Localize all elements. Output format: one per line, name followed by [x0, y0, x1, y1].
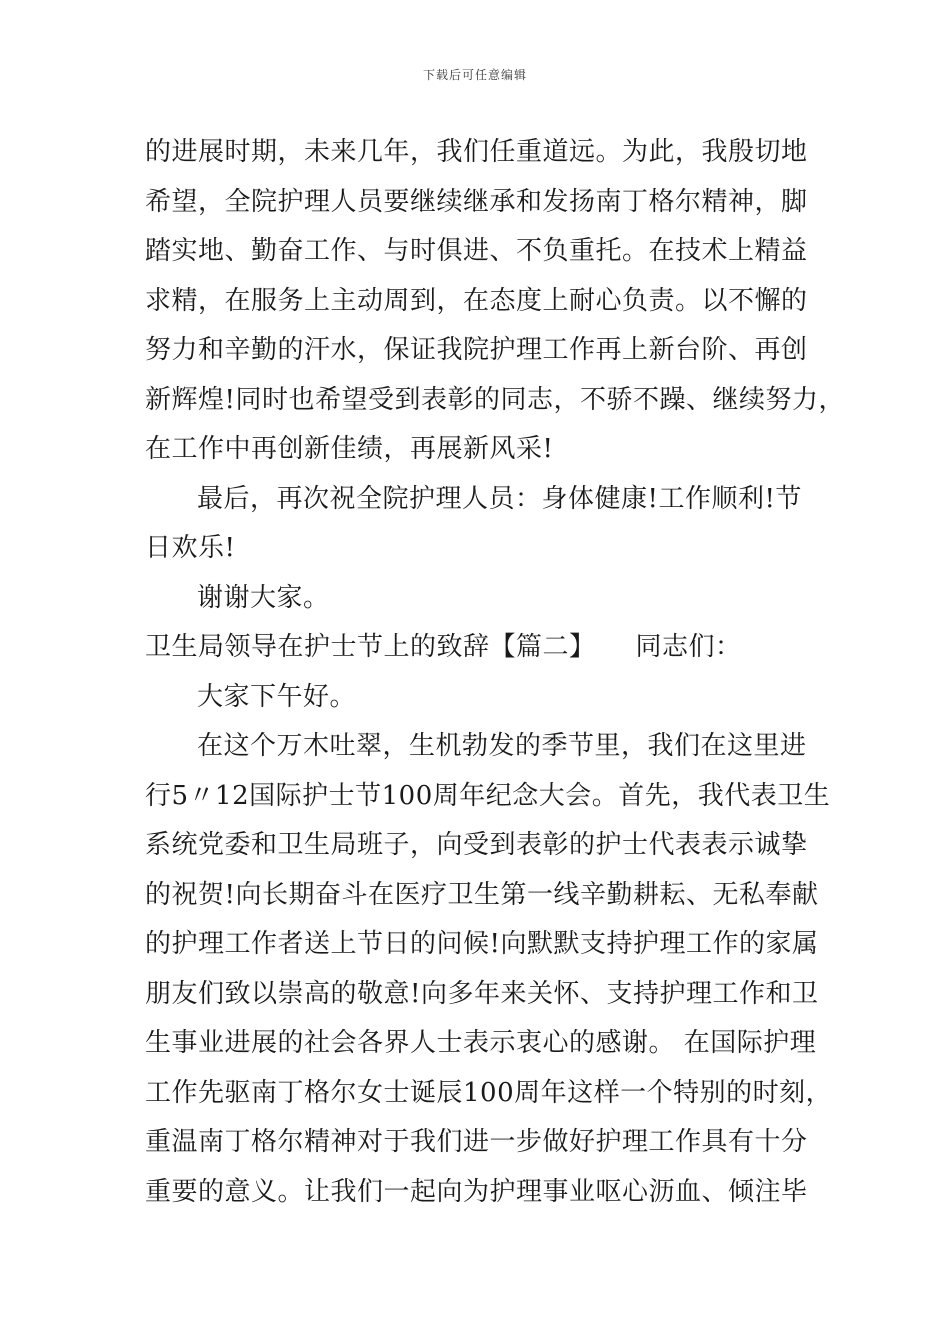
- paragraph-start-line: 在这个万木吐翠，生机勃发的季节里，我们在这里进: [197, 731, 807, 761]
- text-line: 的进展时期，未来几年，我们任重道远。为此，我殷切地: [145, 137, 808, 167]
- text-line: 求精，在服务上主动周到，在态度上耐心负责。以不懈的: [145, 285, 808, 316]
- text-line: 生事业进展的社会各界人士表示衷心的感谢。 在国际护理: [145, 1028, 817, 1058]
- text-line: 希望，全院护理人员要继续继承和发扬南丁格尔精神，脚: [145, 186, 808, 217]
- paragraph-start-line: 谢谢大家。: [197, 582, 330, 613]
- text-line: 踏实地、勤奋工作、与时俱进、不负重托。在技术上精益: [145, 236, 808, 266]
- text-line: 系统党委和卫生局班子，向受到表彰的护士代表表示诚挚: [145, 830, 808, 860]
- text-line: 重要的意义。让我们一起向为护理事业呕心沥血、倾注毕: [145, 1176, 808, 1207]
- paragraph-start-line: 最后，再次祝全院护理人员：身体健康!工作顺利!节: [197, 483, 802, 514]
- page-header-note: 下载后可任意编辑: [422, 68, 527, 82]
- text-line: 朋友们致以崇高的敬意!向多年来关怀、支持护理工作和卫: [145, 978, 819, 1009]
- text-line: 工作先驱南丁格尔女士诞辰100周年这样一个特别的时刻，: [145, 1077, 833, 1108]
- text-line: 日欢乐!: [145, 533, 236, 563]
- text-line: 重温南丁格尔精神对于我们进一步做好护理工作具有十分: [145, 1127, 808, 1157]
- text-line: 行5〃12国际护士节100周年纪念大会。首先，我代表卫生: [145, 780, 831, 811]
- section-title-line: 卫生局领导在护士节上的致辞【篇二】 同志们：: [145, 632, 742, 662]
- text-line: 新辉煌!同时也希望受到表彰的同志，不骄不躁、继续努力，: [145, 384, 845, 415]
- document-body: [145, 128, 845, 1217]
- text-line: 的护理工作者送上节日的问候!向默默支持护理工作的家属: [145, 929, 819, 959]
- text-line: 在工作中再创新佳绩，再展新风采!: [145, 434, 554, 464]
- paragraph-start-line: 大家下午好。: [197, 681, 357, 712]
- text-line: 的祝贺!向长期奋斗在医疗卫生第一线辛勤耕耘、无私奉献: [145, 879, 819, 910]
- text-line: 努力和辛勤的汗水，保证我院护理工作再上新台阶、再创: [145, 335, 808, 365]
